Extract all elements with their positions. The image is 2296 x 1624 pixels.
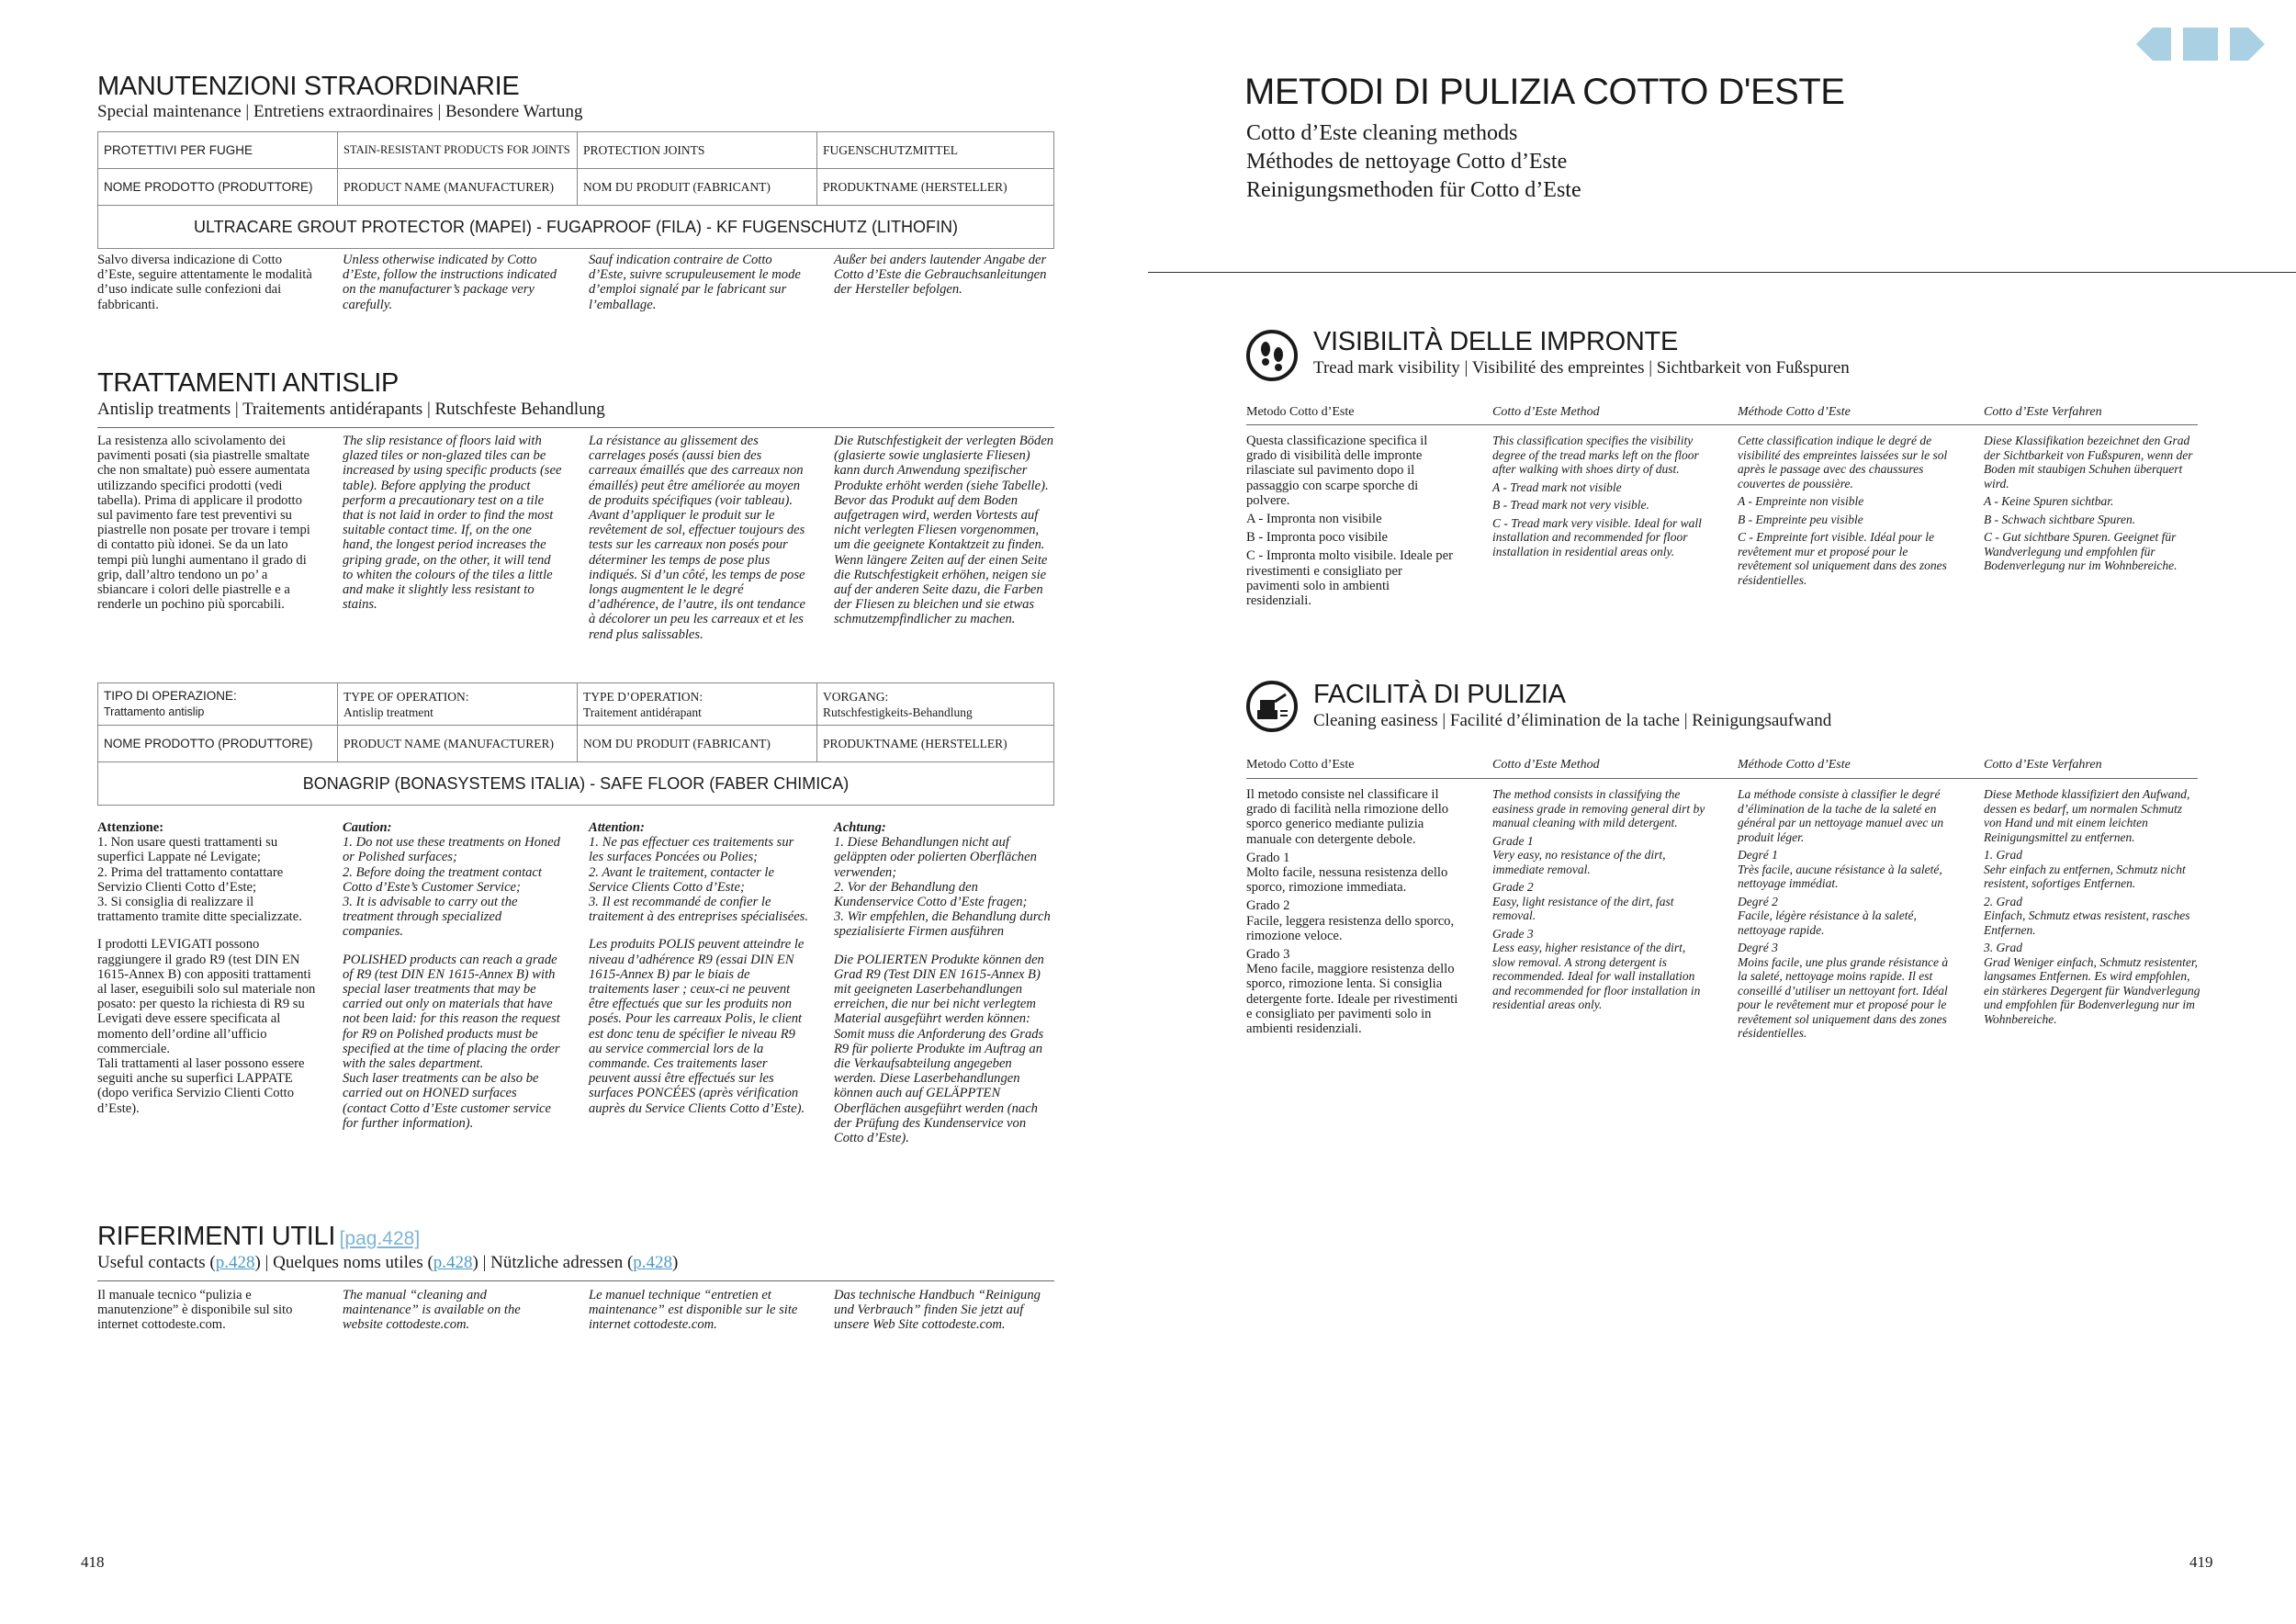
text: ) — [672, 1253, 679, 1272]
para: Cette classification indique le degré de visibilité des empreintes laissées sur le sol après le passage avec des chaussures couvertes de poussière. — [1738, 434, 1948, 491]
warn-body: 1. Ne pas effectuer ces traitements sur les surfaces Poncées ou Polies; 2. Avant le traitement, contacter le Service Clients Cotto d’Este; 3. Il est recommandé de confier le traitement à des entreprises spécialisées. — [589, 835, 808, 925]
antislip-title: TRATTAMENTI ANTISLIP — [97, 368, 400, 398]
right-subtitles — [1246, 119, 1581, 205]
cell: STAIN-RESISTANT PRODUCTS FOR JOINTS — [338, 132, 578, 169]
para: A - Impronta non visibile — [1246, 512, 1382, 527]
cell: NOM DU PRODUIT (FABRICANT) — [578, 726, 817, 762]
para: A - Empreinte non visible — [1738, 494, 1864, 508]
cleaning-icon — [1245, 680, 1299, 733]
para: Grade 3 Less easy, higher resistance of the dirt, slow removal. A strong detergent is recommended. Ideal for wall installation and recommended for floor installation in residential areas only. — [1492, 926, 1701, 1011]
divider — [1148, 272, 2296, 273]
vis-subtitle: Tread mark visibility | Visibilité des empreintes | Sichtbarkeit von Fußspuren — [1313, 358, 1850, 378]
manut-col-en: Unless otherwise indicated by Cotto d’Este, follow the instructions indicated on the manufacturer’s package very carefully. — [343, 253, 557, 312]
col-head: Cotto d’Este Verfahren — [1984, 405, 2102, 419]
para: Degré 3 Moins facile, une plus grande résistance à la saleté, nettoyage moins rapide. Il est conseillé d’utiliser un nettoyant fort. Idéal pour le revêtement mur et proposé pour le revêtement sol uniquement dans des zones résidentielles. — [1738, 941, 1949, 1040]
cell: PRODUKTNAME (HERSTELLER) — [817, 726, 1054, 762]
vis-col-fr — [1738, 434, 1954, 591]
cell: NOME PRODOTTO (PRODUTTORE) — [98, 169, 338, 206]
antislip-col-fr: La résistance au glissement des carrelages posés (aussi bien des carreaux émaillés que des carreaux non émaillés) peut être améliorée au moyen de produits spécifiques (voir tableau). Avant d’appliquer le produit sur le revêtement de sol, effectuer toujours des tests sur les carreaux non posés pour déterminer les temps de pose plus indiqués. Si d’un côté, les temps de pose longs augmentent le le degré d’adhérence, de l’autre, ils ont tendance à décolorer un peu les carreaux et et les rend plus salissables. — [589, 434, 805, 642]
cell: PROTETTIVI PER FUGHE — [98, 132, 338, 169]
para: C - Tread mark very visible. Ideal for wall installation and recommended for floor installation in residential areas only. — [1492, 515, 1702, 558]
contacts-link-fr[interactable]: p.428 — [433, 1253, 473, 1272]
page-nav — [2136, 28, 2265, 61]
fac-col-en — [1492, 787, 1709, 1016]
warn-head: Achtung: — [834, 820, 886, 835]
para: Grade 2 Easy, light resistance of the dirt, fast removal. — [1492, 880, 1674, 922]
vis-col-it — [1246, 434, 1458, 612]
para: B - Impronta poco visibile — [1246, 530, 1389, 546]
cell-line: TYPE D’OPERATION: — [583, 689, 703, 704]
contacts-link-de[interactable]: p.428 — [633, 1253, 673, 1272]
warn-head: Attenzione: — [97, 820, 164, 835]
cell — [98, 683, 338, 726]
cell-line: TIPO DI OPERAZIONE: — [104, 689, 237, 703]
para: C - Empreinte fort visible. Idéal pour le revêtement mur et proposé pour le revêtement sol uniquement dans des zones résidentielles. — [1738, 530, 1947, 587]
rif-page-link[interactable]: [pag.428] — [339, 1228, 421, 1249]
page-number-left: 418 — [81, 1553, 105, 1571]
manut-subtitle: Special maintenance | Entretiens extraordinaires | Besondere Wartung — [97, 102, 583, 121]
rif-col-en: The manual “cleaning and maintenance” is available on the website cottodeste.com. — [343, 1288, 521, 1333]
antislip-col-en: The slip resistance of floors laid with glazed tiles or non-glazed tiles can be increased by using specific products (see table). Before applying the product perform a precautionary test on a tile that is not laid in order to find the most suitable contact time. If, on the one hand, the longest period increases the griping grade, on the other, it will tend to whiten the colours of the tiles a little and make it slightly less resistant to stains. — [343, 434, 562, 613]
antislip-col-de: Die Rutschfestigkeit der verlegten Böden (glasierte sowie unglasierte Fliesen) kann durch Anwendung spezifischer Produkte erhöht werden (siehe Tabelle). Bevor das Produkt auf dem Boden aufgetragen wird, werden Vortests auf nicht verlegten Fliesen vorgenommen, um die geeignete Kontaktzeit zu finden. Wenn längere Zeiten auf der einen Seite die Rutschfestigkeit erhöhen, neigen sie auf der anderen Seite dazu, die Farben der Fliesen zu bleichen und sie etwas schmutzempfindlicher zu machen. — [834, 434, 1054, 627]
warn-body: 1. Do not use these treatments on Honed or Polished surfaces; 2. Before doing the treatment contact Cotto d’Este’s Customer Service; 3. It is advisable to carry out the treatment through specialized companies. — [343, 835, 560, 940]
vis-col-de — [1984, 434, 2200, 577]
text: Useful contacts ( — [97, 1253, 216, 1272]
warn-col-de — [834, 820, 1054, 1149]
col-head: Metodo Cotto d’Este — [1246, 405, 1355, 419]
para: Questa classificazione specifica il grado di visibilità delle impronte rilasciate sul pavimento dopo il passaggio con scarpe sporche di polvere. — [1246, 434, 1428, 508]
cell — [338, 683, 578, 726]
text: ) | Nützliche adressen ( — [472, 1253, 634, 1272]
para: Grado 3 Meno facile, maggiore resistenza dello sporco, rimozione lenta. Si consiglia detergente forte. Ideale per rivestimenti e consigliato per pavimenti solo in ambienti residenziali. — [1246, 947, 1458, 1037]
col-head: Cotto d’Este Method — [1492, 405, 1600, 419]
rif-subtitle — [97, 1253, 678, 1273]
product-cell: BONAGRIP (BONASYSTEMS ITALIA) - SAFE FLOOR (FABER CHIMICA) — [98, 762, 1054, 806]
warn-body: 1. Non usare questi trattamenti su superfici Lappate né Levigate; 2. Prima del trattamento contattare Servizio Clienti Cotto d’Este; 3. Si consiglia di realizzare il trattamento tramite ditte specializzate. — [97, 835, 302, 925]
para: Grado 2 Facile, leggera resistenza dello sporco, rimozione veloce. — [1246, 898, 1455, 943]
para: 3. Grad Grad Weniger einfach, Schmutz resistenter, langsames Entfernen. Es wird empfohlen, ein stärkeres Degergent für Wandverlegung und empfohlen für Bodenverlegung nur im Wohnbereiche. — [1984, 941, 2200, 1026]
col-head: Metodo Cotto d’Este — [1246, 758, 1355, 772]
para: This classification specifies the visibility degree of the tread marks left on the floor after walking with shoes dirty of dust. — [1492, 434, 1699, 476]
para: C - Impronta molto visibile. Ideale per rivestimenti e consigliato per pavimenti solo in ambienti residenziali. — [1246, 548, 1453, 609]
cell: PROTECTION JOINTS — [578, 132, 817, 169]
cell: PRODUKTNAME (HERSTELLER) — [817, 169, 1054, 206]
rif-title: RIFERIMENTI UTILI — [97, 1222, 336, 1251]
para: B - Empreinte peu visible — [1738, 512, 1863, 526]
para: 2. Grad Einfach, Schmutz etwas resistent, rasches Entfernen. — [1984, 894, 2190, 937]
cell: PRODUCT NAME (MANUFACTURER) — [338, 169, 578, 206]
manut-title: MANUTENZIONI STRAORDINARIE — [97, 72, 520, 101]
cell-line: Rutschfestigkeits-Behandlung — [823, 705, 973, 719]
manut-col-it: Salvo diversa indicazione di Cotto d’Este, seguire attentamente le modalità d’uso indicate sulle confezioni dai fabbricanti. — [97, 253, 312, 312]
fac-col-it — [1246, 787, 1459, 1040]
cell: NOM DU PRODUIT (FABRICANT) — [578, 169, 817, 206]
divider — [1246, 424, 2198, 425]
antislip-subtitle: Antislip treatments | Traitements antidérapants | Rutschfeste Behandlung — [97, 400, 605, 419]
para: Grade 1 Very easy, no resistance of the dirt, immediate removal. — [1492, 833, 1666, 876]
prev-page-icon[interactable] — [2136, 28, 2171, 61]
warn-head: Caution: — [343, 820, 392, 835]
antislip-table — [97, 682, 1054, 806]
warn-body2: I prodotti LEVIGATI possono raggiungere il grado R9 (test DIN EN 1615-Annex B) con appositi trattamenti al laser, eseguibili solo sul materiale non posato: per questo la richiesta di R9 su Levigati deve essere specificata al momento dell’ordine all’ufficio commerciale. Tali trattamenti al laser possono essere seguiti anche su superfici LAPPATE (dopo verifica Servizio Clienti Cotto d’Este). — [97, 937, 316, 1116]
para: B - Schwach sichtbare Spuren. — [1984, 512, 2136, 526]
cell-line: VORGANG: — [823, 689, 889, 704]
cell-line: TYPE OF OPERATION: — [343, 689, 469, 704]
divider — [97, 427, 1054, 428]
warn-body2: Die POLIERTEN Produkte können den Grad R9 (Test DIN EN 1615-Annex B) mit geeigneten Laserbehandlungen erreichen, die nur bei nicht verlegtem Material ausgeführt werden können: Somit muss die Anforderung des Grads R9 für polierte Produkte im Auftrag an die Verkaufsabteilung angegeben werden. Diese Laserbehandlungen können auch auf GELÄPPTEN Oberflächen ausgeführt werden (nach der Prüfung des Kundenservice von Cotto d’Este). — [834, 952, 1044, 1146]
para: C - Gut sichtbare Spuren. Geeignet für Wandverlegung und empfohlen für Bodenverlegung nur im Wohnbereiche. — [1984, 530, 2178, 572]
cell — [817, 683, 1054, 726]
warn-body: 1. Diese Behandlungen nicht auf geläppten oder polierten Oberflächen verwenden; 2. Vor der Behandlung den Kundenservice Cotto d’Este fragen; 3. Wir empfehlen, die Behandlung durch spezialisierte Firmen ausführen — [834, 835, 1051, 940]
cell: PRODUCT NAME (MANUFACTURER) — [338, 726, 578, 762]
para: Il metodo consiste nel classificare il grado di facilità nella rimozione dello sporco generico mediante pulizia manuale con detergente debole. — [1246, 787, 1449, 847]
footprint-icon — [1245, 329, 1299, 382]
cell — [578, 683, 817, 726]
subtitle-en: Cotto d’Este cleaning methods — [1246, 121, 1518, 145]
cell-line: Traitement antidérapant — [583, 705, 702, 719]
right-title: METODI DI PULIZIA COTTO D'ESTE — [1244, 72, 1845, 112]
para: A - Keine Spuren sichtbar. — [1984, 494, 2114, 508]
rif-col-fr: Le manuel technique “entretien et maintenance” est disponible sur le site internet cottodeste.com. — [589, 1288, 798, 1333]
rif-col-de: Das technische Handbuch “Reinigung und Verbrauch” finden Sie jetzt auf unsere Web Site cottodeste.com. — [834, 1288, 1041, 1333]
para: Diese Klassifikation bezeichnet den Grad der Sichtbarkeit von Fußspuren, wenn der Boden mit staubigen Schuhen überquert wird. — [1984, 434, 2193, 491]
para: Degré 2 Facile, légère résistance à la saleté, nettoyage rapide. — [1738, 894, 1917, 937]
col-head: Méthode Cotto d’Este — [1738, 758, 1851, 772]
manut-col-de: Außer bei anders lautender Angabe der Cotto d’Este die Gebrauchsanleitungen der Hersteller befolgen. — [834, 253, 1047, 298]
text: ) | Quelques noms utiles ( — [254, 1253, 433, 1272]
fac-col-fr — [1738, 787, 1954, 1044]
cell-line: Antislip treatment — [343, 705, 433, 719]
para: A - Tread mark not visible — [1492, 479, 1622, 494]
cell-line: Trattamento antislip — [104, 705, 205, 718]
para: Degré 1 Très facile, aucune résistance à la saleté, nettoyage immédiat. — [1738, 848, 1942, 890]
fac-title: FACILITÀ DI PULIZIA — [1313, 680, 1566, 709]
col-head: Cotto d’Este Verfahren — [1984, 758, 2102, 772]
warn-head: Attention: — [589, 820, 645, 835]
antislip-col-it: La resistenza allo scivolamento dei pavimenti posati (sia piastrelle smaltate che non smaltate) può essere aumentata utilizzando specifici prodotti (vedi tabella). Prima di applicare il prodotto sul pavimento fare test preventivi su piastrelle non posate per trovare i tempi di contatto più idonei. Se da un lato tempi più lunghi aumentano il grado di grip, dall’altro tendono un po’ a sbiancare i colori delle piastrelle e a renderle un pochino più sporcabili. — [97, 434, 310, 613]
page-nav-icons — [2136, 28, 2265, 61]
col-head: Méthode Cotto d’Este — [1738, 405, 1851, 419]
vis-title: VISIBILITÀ DELLE IMPRONTE — [1313, 327, 1678, 356]
warn-body2: POLISHED products can reach a grade of R9 (test DIN EN 1615-Annex B) with special laser treatments that may be carried out only on materials that have not been laid: for this reason the request for R9 on Polished products must be specified at the time of placing the order with the sales department. Such laser treatments can be also be carried out on HONED surfaces (contact Cotto d’Este customer service for further information). — [343, 952, 560, 1131]
manut-col-fr: Sauf indication contraire de Cotto d’Este, suivre scrupuleusement le mode d’emploi signalé par le fabricant sur l’emballage. — [589, 253, 801, 312]
contacts-link-en[interactable]: p.428 — [215, 1253, 255, 1272]
next-page-icon[interactable] — [2230, 28, 2265, 61]
page-number-right: 419 — [2189, 1553, 2213, 1571]
vis-col-en — [1492, 434, 1709, 562]
product-cell: ULTRACARE GROUT PROTECTOR (MAPEI) - FUGAPROOF (FILA) - KF FUGENSCHUTZ (LITHOFIN) — [98, 206, 1054, 249]
fac-col-de — [1984, 787, 2200, 1030]
divider — [1246, 778, 2198, 779]
para: Grado 1 Molto facile, nessuna resistenza dello sporco, rimozione immediata. — [1246, 850, 1448, 896]
warn-body2: Les produits POLIS peuvent atteindre le niveau d’adhérence R9 (essai DIN EN 1615-Annex B) par le biais de traitements laser ; ceux-ci ne peuvent être effectués que sur les produits non posés. Pour les carreaux Polis, le client est donc tenu de spécifier le niveau R9 au service commercial lors de la commande. Ces traitements laser peuvent aussi être effectués sur les surfaces PONCÉES (après vérification auprès du Service Clients Cotto d’Este). — [589, 937, 805, 1116]
cell: NOME PRODOTTO (PRODUTTORE) — [98, 726, 338, 762]
warn-col-fr — [589, 820, 809, 1120]
para: The method consists in classifying the easiness grade in removing general dirt by manual cleaning with mild detergent. — [1492, 787, 1705, 829]
divider — [97, 1280, 1054, 1281]
rif-title-row — [97, 1222, 420, 1252]
para: Diese Methode klassifiziert den Aufwand, dessen es bedarf, um normalen Schmutz von Hand und mit einem leichten Reinigungsmittel zu entfernen. — [1984, 787, 2190, 844]
para: 1. Grad Sehr einfach zu entfernen, Schmutz nicht resistent, sofortiges Entfernen. — [1984, 848, 2186, 890]
fac-subtitle: Cleaning easiness | Facilité d’élimination de la tache | Reinigungsaufwand — [1313, 711, 1832, 730]
subtitle-de: Reinigungsmethoden für Cotto d’Este — [1246, 178, 1581, 202]
warn-col-en — [343, 820, 563, 1134]
cell: FUGENSCHUTZMITTEL — [817, 132, 1054, 169]
subtitle-fr: Méthodes de nettoyage Cotto d’Este — [1246, 150, 1568, 174]
para: B - Tread mark not very visible. — [1492, 498, 1649, 512]
warn-col-it — [97, 820, 318, 1120]
col-head: Cotto d’Este Method — [1492, 758, 1600, 772]
rif-col-it: Il manuale tecnico “pulizia e manutenzione” è disponibile sul sito internet cottodeste.com. — [97, 1288, 293, 1333]
para: La méthode consiste à classifier le degré d’élimination de la tache de la saleté en général par un nettoyage manuel avec un produit léger. — [1738, 787, 1944, 844]
manut-table — [97, 131, 1054, 249]
index-grid-icon[interactable] — [2183, 28, 2218, 61]
